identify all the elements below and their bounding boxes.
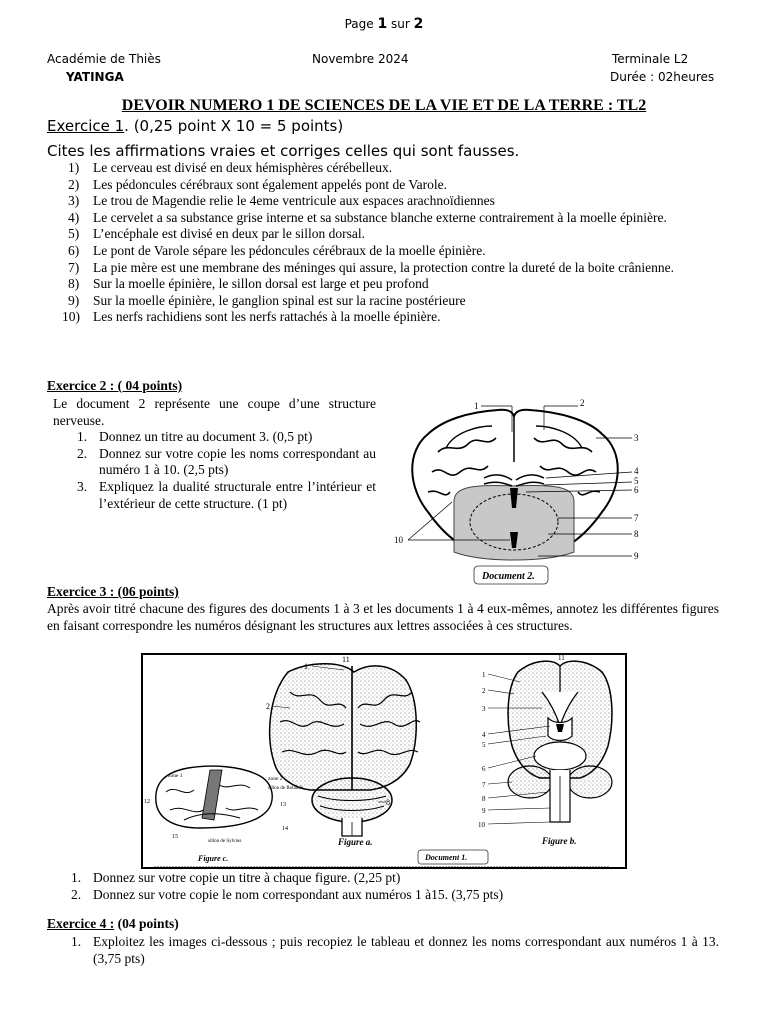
figure-label: 7 bbox=[482, 781, 486, 789]
list-item: 5) L’encéphale est divisé en deux par le sillon dorsal. bbox=[68, 226, 366, 242]
exercise-4-heading: Exercice 4 : (04 points) bbox=[47, 916, 179, 931]
exercise-1-list bbox=[47, 160, 719, 326]
figure-label: 1 bbox=[482, 671, 486, 679]
list-item: 2) Les pédoncules cérébraux sont également appelés pont de Varole. bbox=[68, 176, 447, 192]
exercise-2-heading: Exercice 2 : ( 04 points) bbox=[47, 378, 183, 393]
document-2-figure bbox=[388, 392, 660, 586]
figure-label: sillon de Rolando bbox=[268, 786, 304, 791]
figure-b-caption: Figure b. bbox=[542, 836, 577, 846]
list-item: 10) Les nerfs rachidiens sont les nerfs rattachés à la moelle épinière. bbox=[62, 309, 441, 325]
figure-label: 6 bbox=[634, 485, 639, 495]
figure-label: 4 bbox=[634, 466, 639, 476]
page-number: Page 1 sur 2 bbox=[344, 16, 424, 32]
exercise-3-intro: Après avoir titré chacune des figures des documents 1 à 3 et les documents 1 à 4 eux-mêmes, annotez les différentes figures en faisant correspondre les numéros désignant les structures aux lettres associées à ces structures. bbox=[47, 601, 719, 633]
class-level: Terminale L2 bbox=[612, 52, 689, 66]
figure-label: 9 bbox=[634, 551, 639, 561]
figure-label: 5 bbox=[482, 741, 486, 749]
exercise-3-heading: Exercice 3 : (06 points) bbox=[47, 584, 179, 599]
figure-label: 3 bbox=[482, 705, 486, 713]
list-item: 4) Le cervelet a sa substance grise interne et sa substance blanche externe contrairement à la moelle épinière. bbox=[68, 209, 667, 225]
document-1-caption: Document 1. bbox=[425, 853, 468, 862]
figure-label: 12 bbox=[144, 799, 150, 805]
exercise-4-questions bbox=[47, 934, 719, 967]
question-item: 1. Exploitez les images ci-dessous ; puis recopiez le tableau et donnez les noms correspondant aux numéros 1 à 13. (3,75 pts) bbox=[71, 934, 719, 966]
exercise-1-instruction: Cites les affirmations vraies et corriges celles qui sont fausses. bbox=[47, 142, 520, 160]
question-item: 2. Donnez sur votre copie les noms correspondant au numéro 1 à 10. (2,5 pts) bbox=[77, 445, 376, 478]
figure-label: 5 bbox=[634, 476, 639, 486]
figure-label: 6 bbox=[482, 765, 486, 773]
document-1-figure bbox=[140, 652, 628, 870]
figure-label: 8 bbox=[482, 795, 486, 803]
list-item: 6) Le pont de Varole sépare les pédoncules cérébraux de la moelle épinière. bbox=[68, 242, 486, 258]
list-item: 7) La pie mère est une membrane des méninges qui assure, la protection contre la dureté de la boite crânienne. bbox=[68, 259, 675, 275]
exercise-1-heading: Exercice 1. (0,25 point X 10 = 5 points) bbox=[47, 117, 344, 135]
figure-label: 7 bbox=[634, 513, 639, 523]
question-item: 3. Expliquez la dualité structurale entre l’intérieur et l’extérieur de cette structure. (1 pt) bbox=[77, 478, 376, 511]
exercise-2-intro: Le document 2 représente une coupe d’une structure nerveuse. bbox=[53, 396, 376, 428]
figure-label: 1 bbox=[474, 401, 479, 411]
figure-label: zone 2 bbox=[268, 776, 283, 782]
exercise-3-questions bbox=[47, 870, 719, 903]
figure-label: 10 bbox=[478, 821, 485, 829]
list-item: 1) Le cerveau est divisé en deux hémisphères cérébelleux. bbox=[68, 160, 393, 175]
figure-label: 14 bbox=[282, 826, 288, 832]
figure-label: 13 bbox=[280, 802, 286, 808]
figure-label: 11 bbox=[342, 655, 350, 664]
exercise-2-text bbox=[53, 396, 376, 512]
figure-label: 10 bbox=[394, 535, 403, 545]
figure-label: zone 1 bbox=[168, 773, 183, 779]
exam-date: Novembre 2024 bbox=[312, 52, 409, 66]
figure-caption: Document 2. bbox=[482, 571, 535, 582]
question-item: 1. Donnez un titre au document 3. (0,5 pt) bbox=[77, 429, 313, 445]
figure-a-caption: Figure a. bbox=[338, 837, 373, 847]
list-item: 9) Sur la moelle épinière, le ganglion spinal est sur la racine postérieure bbox=[68, 292, 466, 308]
exam-duration: Durée : 02heures bbox=[610, 70, 715, 84]
figure-label: 2 bbox=[580, 398, 585, 408]
figure-label: 9 bbox=[482, 807, 486, 815]
list-item: 3) Le trou de Magendie relie le 4eme ventricule aux espaces arachnoïdiennes bbox=[68, 193, 495, 209]
question-item: 2. Donnez sur votre copie le nom correspondant aux numéros 1 à15. (3,75 pts) bbox=[71, 886, 504, 902]
page-title: DEVOIR NUMERO 1 DE SCIENCES DE LA VIE ET DE LA TERRE : TL2 bbox=[121, 97, 647, 114]
figure-label: 15 bbox=[172, 834, 178, 840]
list-item: 8) Sur la moelle épinière, le sillon dorsal est large et peu profond bbox=[68, 276, 429, 292]
figure-label: 11 bbox=[558, 654, 565, 662]
question-item: 1. Donnez sur votre copie un titre à chaque figure. (2,25 pt) bbox=[71, 870, 401, 885]
figure-label: 2 bbox=[266, 702, 270, 711]
figure-label: 8 bbox=[386, 798, 390, 807]
figure-label: 8 bbox=[634, 529, 639, 539]
academy: Académie de Thiès bbox=[47, 52, 161, 66]
figure-label: 3 bbox=[634, 433, 639, 443]
figure-label: 1 bbox=[304, 662, 308, 671]
figure-label: 2 bbox=[482, 687, 486, 695]
school-name: YATINGA bbox=[66, 70, 124, 84]
figure-c-caption: Figure c. bbox=[198, 854, 229, 863]
figure-label: sillon de Sylvius bbox=[208, 839, 242, 844]
figure-label: 4 bbox=[482, 731, 486, 739]
